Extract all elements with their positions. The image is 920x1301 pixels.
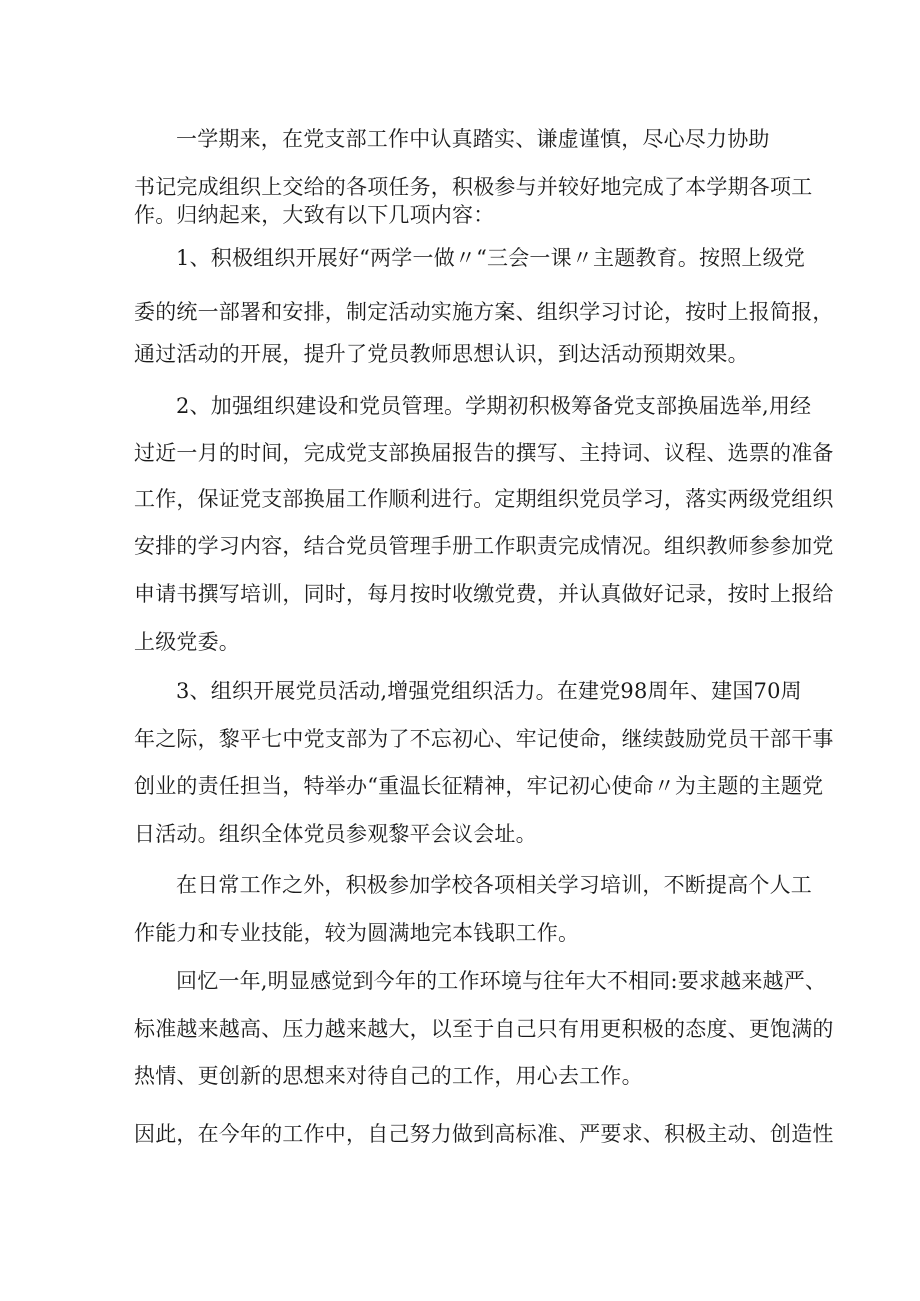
text-line: 安排的学习内容，结合党员管理手册工作职责完成情况。组织教师参参加党	[134, 534, 834, 558]
text-line: 在日常工作之外，积极参加学校各项相关学习培训，不断提高个人工	[176, 873, 812, 897]
text-line: 1、积极组织开展好“两学一做〃“三会一课〃主题教育。按照上级党	[176, 246, 806, 270]
text-line: 书记完成组织上交给的各项任务，积极参与并较好地完成了本学期各项工	[134, 175, 813, 199]
text-line: 标准越来越高、压力越来越大，以至于自己只有用更积极的态度、更饱满的	[134, 1017, 834, 1041]
text-line: 3、组织开展党员活动,增强党组织活力。在建党98周年、建国70周	[176, 679, 802, 703]
text-line: 2、加强组织建设和党员管理。学期初积极筹备党支部换届选举,用经	[176, 394, 812, 418]
text-line: 日活动。组织全体党员参观黎平会议会址。	[134, 822, 537, 846]
text-line: 作。归纳起来，大致有以下几项内容：	[134, 203, 495, 227]
text-line: 通过活动的开展，提升了党员教师思想认识，到达活动预期效果。	[134, 342, 749, 366]
text-line: 作能力和专业技能，较为圆满地完本钱职工作。	[134, 921, 580, 945]
text-line: 年之际，黎平七中党支部为了不忘初心、牢记使命，继续鼓励党员干部干事	[134, 727, 834, 751]
text-line: 创业的责任担当，特举办“重温长征精神，牢记初心使命〃为主题的主题党	[134, 774, 824, 798]
text-line: 申请书撰写培训，同时，每月按时收缴党费，并认真做好记录，按时上报给	[134, 582, 834, 606]
text-line: 工作，保证党支部换届工作顺利进行。定期组织党员学习，落实两级党组织	[134, 487, 834, 511]
text-line: 一学期来，在党支部工作中认真踏实、谦虚谨慎，尽心尽力协助	[176, 127, 770, 151]
text-line: 回忆一年,明显感觉到今年的工作环境与往年大不相同:要求越来越严、	[176, 969, 827, 993]
text-line: 委的统一部署和安排，制定活动实施方案、组织学习讨论，按时上报简报，	[134, 300, 834, 324]
text-line: 过近一月的时间，完成党支部换届报告的撰写、主持词、议程、选票的准备	[134, 441, 834, 465]
text-line: 热情、更创新的思想来对待自己的工作，用心去工作。	[134, 1064, 643, 1088]
text-line: 因此，在今年的工作中，自己努力做到高标准、严要求、积极主动、创造性	[134, 1122, 834, 1146]
text-line: 上级党委。	[134, 630, 240, 654]
